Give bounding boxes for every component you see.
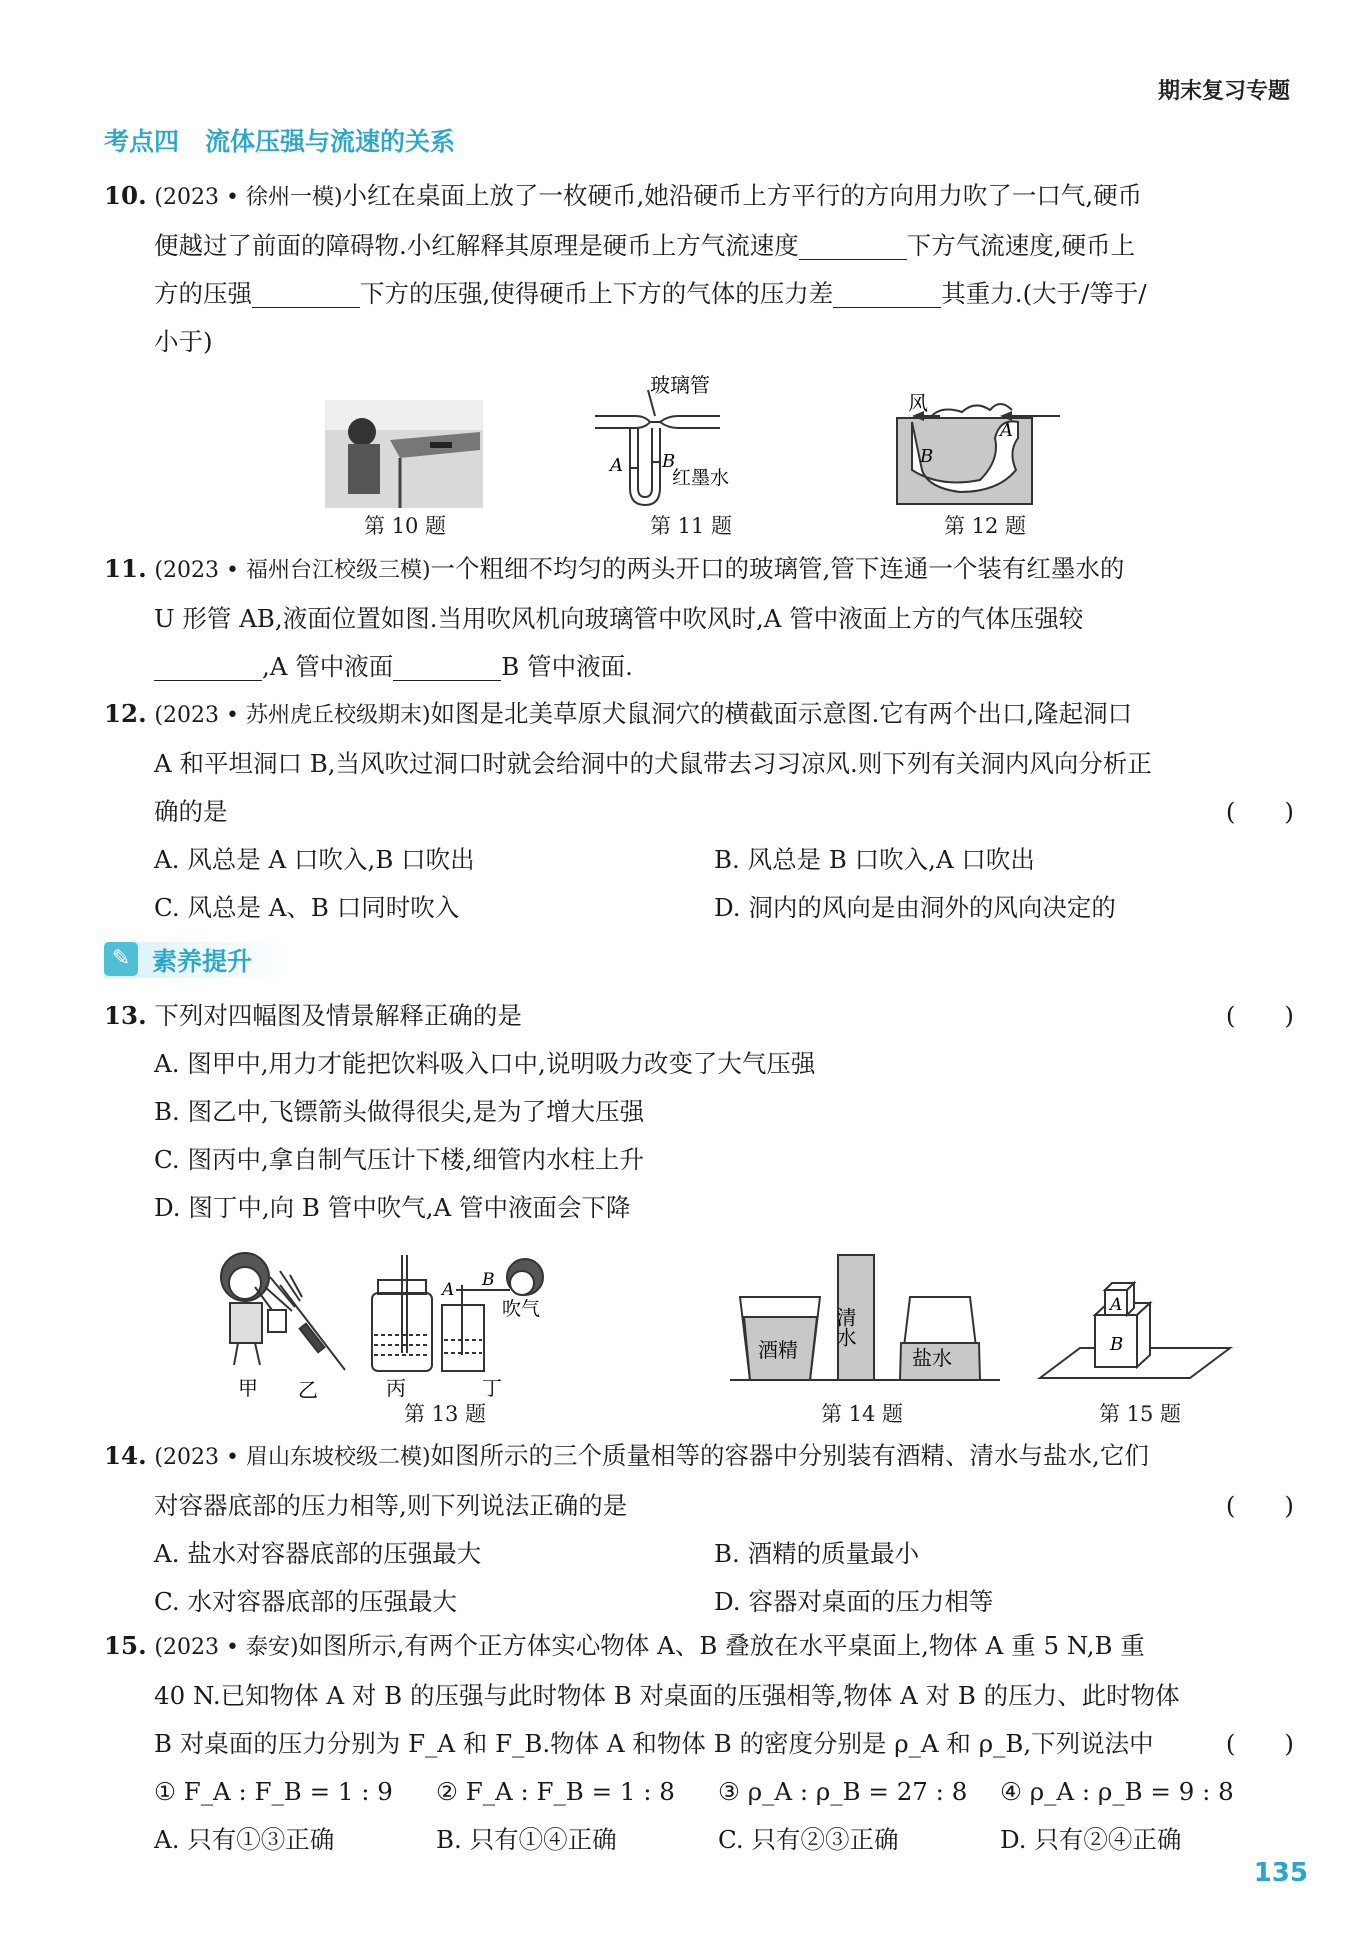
option-d[interactable]: D. 只有②④正确: [1000, 1825, 1182, 1854]
question-text: 对容器底部的压力相等,则下列说法正确的是: [154, 1491, 628, 1520]
answer-blank[interactable]: [393, 652, 501, 681]
question-number: 11.: [104, 554, 147, 583]
option-c[interactable]: C. 风总是 A、B 口同时吹入: [154, 893, 460, 922]
question-number: 14.: [104, 1441, 147, 1470]
brine-label: 盐水: [912, 1346, 952, 1370]
figures-row-1: [300, 370, 1100, 510]
figure-13-jia-illustration: [221, 1253, 286, 1365]
figure-15-caption: 第 15 题: [1098, 1402, 1182, 1426]
label-a: A: [442, 1280, 455, 1300]
answer-blank[interactable]: [799, 231, 907, 260]
label-b: B: [662, 451, 676, 472]
question-source: (2023 • 苏州虎丘校级期末): [154, 703, 431, 728]
option-c[interactable]: C. 图丙中,拿自制气压计下楼,细管内水柱上升: [154, 1145, 645, 1174]
answer-blank[interactable]: [252, 279, 360, 308]
figure-13-bing-illustration: [372, 1255, 432, 1371]
figure-15-illustration: [1040, 1283, 1230, 1378]
question-text: 确的是: [154, 797, 228, 826]
option-b[interactable]: B. 酒精的质量最小: [714, 1539, 920, 1568]
option-a[interactable]: A. 盐水对容器底部的压强最大: [154, 1539, 482, 1568]
section-title: 流体压强与流速的关系: [205, 127, 456, 156]
question-number: 13.: [104, 1001, 147, 1030]
label-b: B: [482, 1270, 495, 1290]
question-13: [104, 992, 1294, 1232]
blow-label: 吹气: [502, 1298, 541, 1320]
question-text: 方的压强: [154, 279, 252, 308]
statement-3: ③ ρ_A : ρ_B = 27 : 8: [718, 1777, 968, 1806]
label-a: A: [1110, 1295, 1123, 1315]
figure-13-caption: 第 13 题: [403, 1402, 487, 1426]
question-10: [104, 172, 1294, 366]
answer-paren[interactable]: ( ): [1225, 1001, 1294, 1030]
question-text: 小于): [154, 327, 213, 356]
option-c[interactable]: C. 水对容器底部的压强最大: [154, 1587, 457, 1616]
section-heading: [104, 122, 455, 158]
label-b: B: [920, 446, 934, 467]
page-number: 135: [1253, 1858, 1308, 1888]
figure-ding-label: 丁: [482, 1376, 502, 1400]
question-text: U 形管 AB,液面位置如图.当用吹风机向玻璃管中吹风时,A 管中液面上方的气体压强较: [154, 604, 1084, 633]
badge-label: 素养提升: [152, 947, 253, 976]
rocket-icon: ✎: [104, 942, 138, 976]
option-a[interactable]: A. 图甲中,用力才能把饮料吸入口中,说明吸力改变了大气压强: [154, 1049, 816, 1078]
question-12: [104, 690, 1294, 932]
question-text: A 和平坦洞口 B,当风吹过洞口时就会给洞中的犬鼠带去习习凉风.则下列有关洞内风向分析正: [154, 749, 1152, 778]
question-source: (2023 • 徐州一模): [154, 185, 343, 210]
answer-blank[interactable]: [833, 279, 941, 308]
statement-1: ① F_A : F_B = 1 : 9: [154, 1777, 393, 1806]
figure-jia-label: 甲: [238, 1376, 258, 1400]
label-a: A: [610, 455, 623, 476]
wind-label: 风: [908, 391, 928, 415]
option-d[interactable]: D. 容器对桌面的压力相等: [714, 1587, 994, 1616]
statement-2: ② F_A : F_B = 1 : 8: [436, 1777, 675, 1806]
question-number: 15.: [104, 1631, 147, 1660]
question-text: B 对桌面的压力分别为 F_A 和 F_B.物体 A 和物体 B 的密度分别是 ρ_A 和 ρ_B,下列说法中: [154, 1729, 1154, 1758]
figure-yi-label: 乙: [298, 1378, 318, 1402]
question-text: 小红在桌面上放了一枚硬币,她沿硬币上方平行的方向用力吹了一口气,硬币: [342, 181, 1143, 210]
question-text: ,A 管中液面: [262, 652, 394, 681]
section-label: 考点四: [104, 127, 180, 156]
question-text: 下方的压强,使得硬币上下方的气体的压力差: [360, 279, 834, 308]
option-b[interactable]: B. 图乙中,飞镖箭头做得很尖,是为了增大压强: [154, 1097, 645, 1126]
figure-10-caption: 第 10 题: [363, 514, 447, 538]
figure-11-caption: 第 11 题: [649, 514, 733, 538]
question-text: 下方气流速度,硬币上: [906, 231, 1136, 260]
option-b[interactable]: B. 只有①④正确: [436, 1825, 617, 1854]
question-text: 一个粗细不均匀的两头开口的玻璃管,管下连通一个装有红墨水的: [430, 554, 1125, 583]
question-text: 40 N.已知物体 A 对 B 的压强与此时物体 B 对桌面的压强相等,物体 A 对 B 的压力、此时物体: [154, 1681, 1180, 1710]
alcohol-label: 酒精: [758, 1338, 798, 1362]
question-text: 如图所示的三个质量相等的容器中分别装有酒精、清水与盐水,它们: [430, 1441, 1149, 1470]
question-text: 如图所示,有两个正方体实心物体 A、B 叠放在水平桌面上,物体 A 重 5 N,B 重: [298, 1631, 1145, 1660]
option-d[interactable]: D. 洞内的风向是由洞外的风向决定的: [714, 893, 1116, 922]
red-ink-label: 红墨水: [672, 467, 730, 489]
question-source: (2023 • 泰安): [154, 1635, 299, 1660]
figures-row-2: [200, 1235, 1250, 1405]
question-number: 12.: [104, 699, 147, 728]
question-text: 其重力.(大于/等于/: [941, 279, 1147, 308]
answer-paren[interactable]: ( ): [1225, 797, 1294, 826]
figure-10-illustration: [325, 400, 483, 508]
question-source: (2023 • 福州台江校级三模): [154, 558, 431, 583]
figure-14-caption: 第 14 题: [820, 1402, 904, 1426]
glass-tube-label: 玻璃管: [650, 373, 710, 397]
option-d[interactable]: D. 图丁中,向 B 管中吹气,A 管中液面会下降: [154, 1193, 631, 1222]
question-number: 10.: [104, 181, 147, 210]
answer-paren[interactable]: ( ): [1225, 1729, 1294, 1758]
question-text: 下列对四幅图及情景解释正确的是: [154, 1001, 522, 1030]
water-label: 清水: [833, 1307, 857, 1347]
section-badge: [104, 940, 294, 980]
label-b: B: [1110, 1334, 1124, 1355]
option-c[interactable]: C. 只有②③正确: [718, 1825, 899, 1854]
question-15: [104, 1622, 1294, 1864]
option-a[interactable]: A. 风总是 A 口吹入,B 口吹出: [154, 845, 475, 874]
question-14: [104, 1432, 1294, 1626]
question-text: 如图是北美草原犬鼠洞穴的横截面示意图.它有两个出口,隆起洞口: [430, 699, 1133, 728]
question-text: B 管中液面.: [501, 652, 633, 681]
answer-paren[interactable]: ( ): [1225, 1491, 1294, 1520]
statement-4: ④ ρ_A : ρ_B = 9 : 8: [1000, 1777, 1234, 1806]
option-b[interactable]: B. 风总是 B 口吹入,A 口吹出: [714, 845, 1035, 874]
option-a[interactable]: A. 只有①③正确: [154, 1825, 335, 1854]
answer-blank[interactable]: [154, 652, 262, 681]
page-header-title: 期末复习专题: [1157, 79, 1290, 104]
question-11: [104, 545, 1294, 691]
figure-12-caption: 第 12 题: [943, 514, 1027, 538]
label-a: A: [1000, 420, 1013, 441]
question-source: (2023 • 眉山东坡校级二模): [154, 1445, 431, 1470]
figure-bing-label: 丙: [386, 1376, 406, 1400]
question-text: 便越过了前面的障碍物.小红解释其原理是硬币上方气流速度: [154, 231, 799, 260]
